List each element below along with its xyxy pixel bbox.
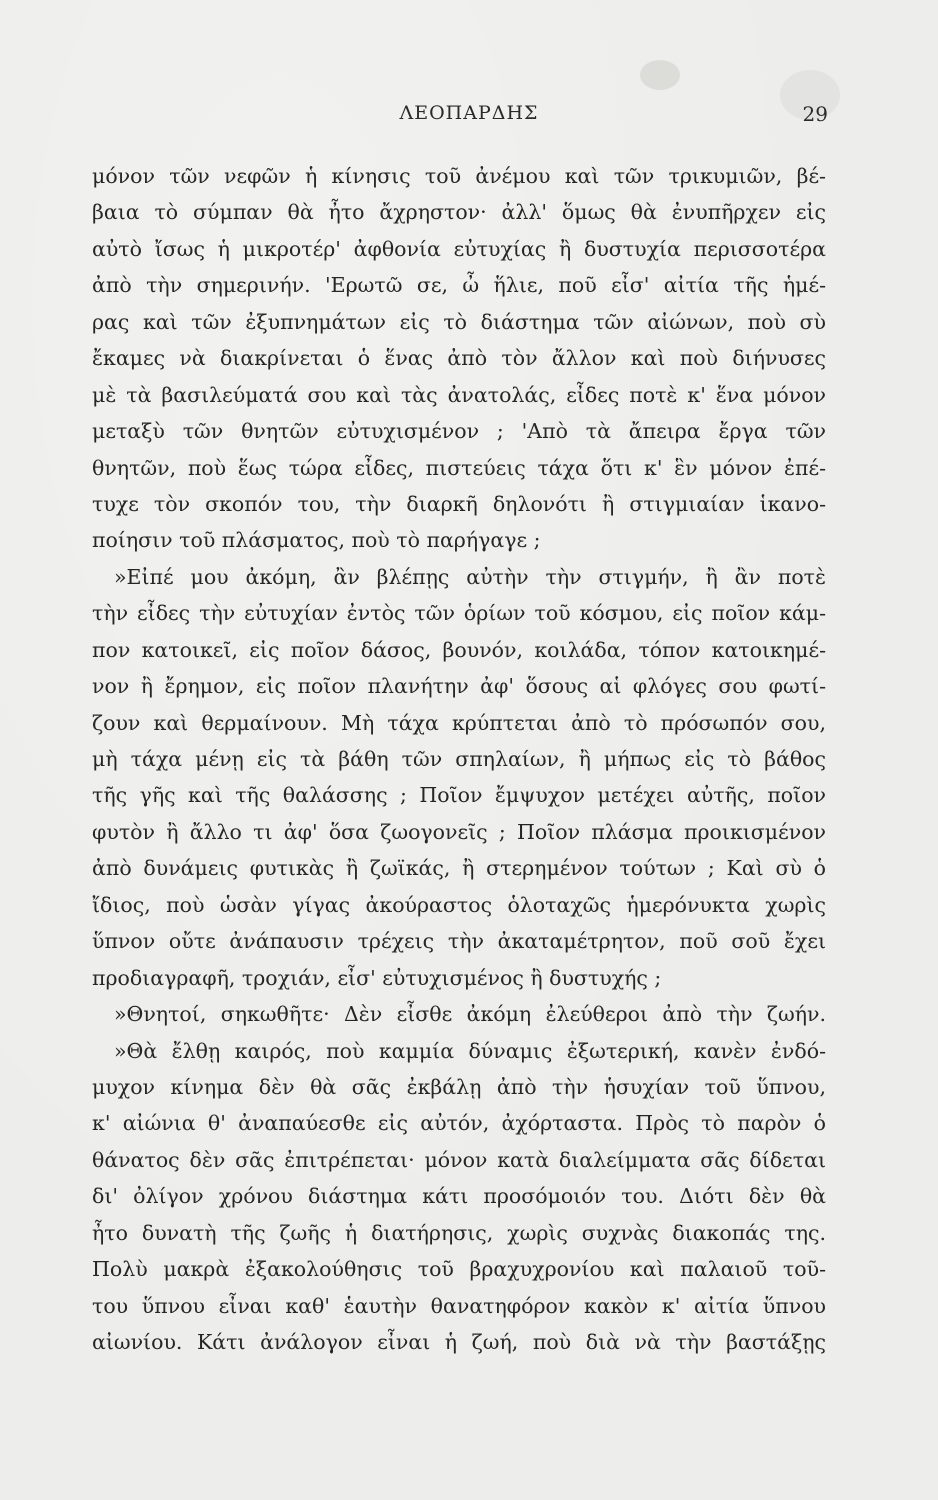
text-line: μὴ τάχα μένῃ εἰς τὰ βάθη τῶν σπηλαίων, ἢ μήπως εἰς τὸ βάθος — [92, 747, 826, 771]
text-line: ἀπὸ δυνάμεις φυτικὰς ἢ ζωϊκάς, ἢ στερημένον τούτων ; Καὶ σὺ ὁ — [92, 856, 826, 881]
text-line: προδιαγραφῆ, τροχιάν, εἶσ' εὐτυχισμένος ἢ δυστυχής ; — [92, 965, 662, 990]
running-title: ΛΕΟΠΑΡΔΗΣ — [399, 102, 539, 124]
text-line: ὕπνον οὔτε ἀνάπαυσιν τρέχεις τὴν ἀκαταμέτρητον, ποῦ σοῦ ἔχει — [92, 929, 826, 954]
text-line: κ' αἰώνια θ' ἀναπαύεσθε εἰς αὐτόν, ἀχόρταστα. Πρὸς τὸ παρὸν ὁ — [92, 1111, 826, 1136]
text-line: μεταξὺ τῶν θνητῶν εὐτυχισμένον ; 'Απὸ τὰ ἄπειρα ἔργα τῶν — [92, 419, 826, 444]
text-line: μυχον κίνημα δὲν θὰ σᾶς ἐκβάλῃ ἀπὸ τὴν ἡσυχίαν τοῦ ὕπνου, — [92, 1074, 826, 1099]
page-number: 29 — [802, 102, 828, 126]
text-line: ἀπὸ τὴν σημερινήν. 'Ερωτῶ σε, ὦ ἥλιε, ποῦ εἶσ' αἰτία τῆς ἡμέ- — [92, 273, 826, 298]
text-line: τὴν εἶδες τὴν εὐτυχίαν ἐντὸς τῶν ὁρίων τοῦ κόσμου, εἰς ποῖον κάμ- — [92, 601, 826, 626]
page-header — [0, 102, 938, 132]
text-line: ἔκαμες νὰ διακρίνεται ὁ ἕνας ἀπὸ τὸν ἄλλον καὶ ποὺ διήνυσες — [92, 346, 826, 371]
text-line: »Εἰπέ μου ἀκόμη, ἂν βλέπῃς αὐτὴν τὴν στιγμήν, ἢ ἂν ποτὲ — [114, 564, 826, 589]
text-line: »Θὰ ἔλθῃ καιρός, ποὺ καμμία δύναμις ἐξωτερική, κανὲν ἐνδό- — [114, 1038, 826, 1063]
text-line: θνητῶν, ποὺ ἕως τώρα εἶδες, πιστεύεις τάχα ὅτι κ' ἓν μόνον ἐπέ- — [92, 455, 826, 480]
text-line: νον ἢ ἔρημον, εἰς ποῖον πλανήτην ἀφ' ὅσους αἱ φλόγες σου φωτί- — [92, 674, 826, 699]
text-line: αἰωνίου. Κάτι ἀνάλογον εἶναι ἡ ζωή, ποὺ διὰ νὰ τὴν βαστάξῃς — [92, 1330, 826, 1354]
body-text — [92, 158, 826, 1360]
text-line: θάνατος δὲν σᾶς ἐπιτρέπεται· μόνον κατὰ διαλείμματα σᾶς δίδεται — [92, 1147, 826, 1172]
text-line: ζουν καὶ θερμαίνουν. Μὴ τάχα κρύπτεται ἀπὸ τὸ πρόσωπόν σου, — [92, 710, 826, 735]
text-line: »Θνητοί, σηκωθῆτε· Δὲν εἶσθε ἀκόμη ἐλεύθεροι ἀπὸ τὴν ζωήν. — [114, 1002, 826, 1027]
text-line: ἴδιος, ποὺ ὡσὰν γίγας ἀκούραστος ὁλοταχῶς ἡμερόνυκτα χωρὶς — [92, 892, 826, 917]
text-line: ἦτο δυνατὴ τῆς ζωῆς ἡ διατήρησις, χωρὶς συχνὰς διακοπάς της. — [92, 1220, 826, 1245]
text-line: δι' ὀλίγον χρόνου διάστημα κάτι προσόμοιόν του. Διότι δὲν θὰ — [92, 1184, 826, 1209]
text-line: τῆς γῆς καὶ τῆς θαλάσσης ; Ποῖον ἔμψυχον μετέχει αὐτῆς, ποῖον — [92, 783, 826, 808]
text-line: μὲ τὰ βασιλεύματά σου καὶ τὰς ἀνατολάς, εἶδες ποτὲ κ' ἕνα μόνον — [92, 382, 826, 407]
text-line: μόνον τῶν νεφῶν ἡ κίνησις τοῦ ἀνέμου καὶ τῶν τρικυμιῶν, βέ- — [92, 164, 826, 188]
paper-stain — [640, 60, 680, 90]
text-line: αὐτὸ ἴσως ἡ μικροτέρ' ἀφθονία εὐτυχίας ἢ δυστυχία περισσοτέρα — [92, 236, 826, 261]
text-line: τυχε τὸν σκοπόν του, τὴν διαρκῆ δηλονότι ἢ στιγμιαίαν ἱκανο- — [92, 491, 826, 516]
text-line: ποίησιν τοῦ πλάσματος, ποὺ τὸ παρήγαγε ; — [92, 528, 541, 553]
text-line: βαια τὸ σύμπαν θὰ ἦτο ἄχρηστον· ἀλλ' ὅμως θὰ ἐνυπῆρχεν εἰς — [92, 200, 826, 225]
text-line: πον κατοικεῖ, εἰς ποῖον δάσος, βουνόν, κοιλάδα, τόπον κατοικημέ- — [92, 637, 826, 662]
text-line: ρας καὶ τῶν ἐξυπνημάτων εἰς τὸ διάστημα τῶν αἰώνων, ποὺ σὺ — [92, 309, 826, 334]
text-line: φυτὸν ἢ ἄλλο τι ἀφ' ὅσα ζωογονεῖς ; Ποῖον πλάσμα προικισμένον — [92, 819, 826, 844]
text-line: Πολὺ μακρὰ ἐξακολούθησις τοῦ βραχυχρονίου καὶ παλαιοῦ τοῦ- — [92, 1257, 826, 1282]
text-line: του ὕπνου εἶναι καθ' ἑαυτὴν θανατηφόρον κακὸν κ' αἰτία ὕπνου — [92, 1293, 826, 1318]
